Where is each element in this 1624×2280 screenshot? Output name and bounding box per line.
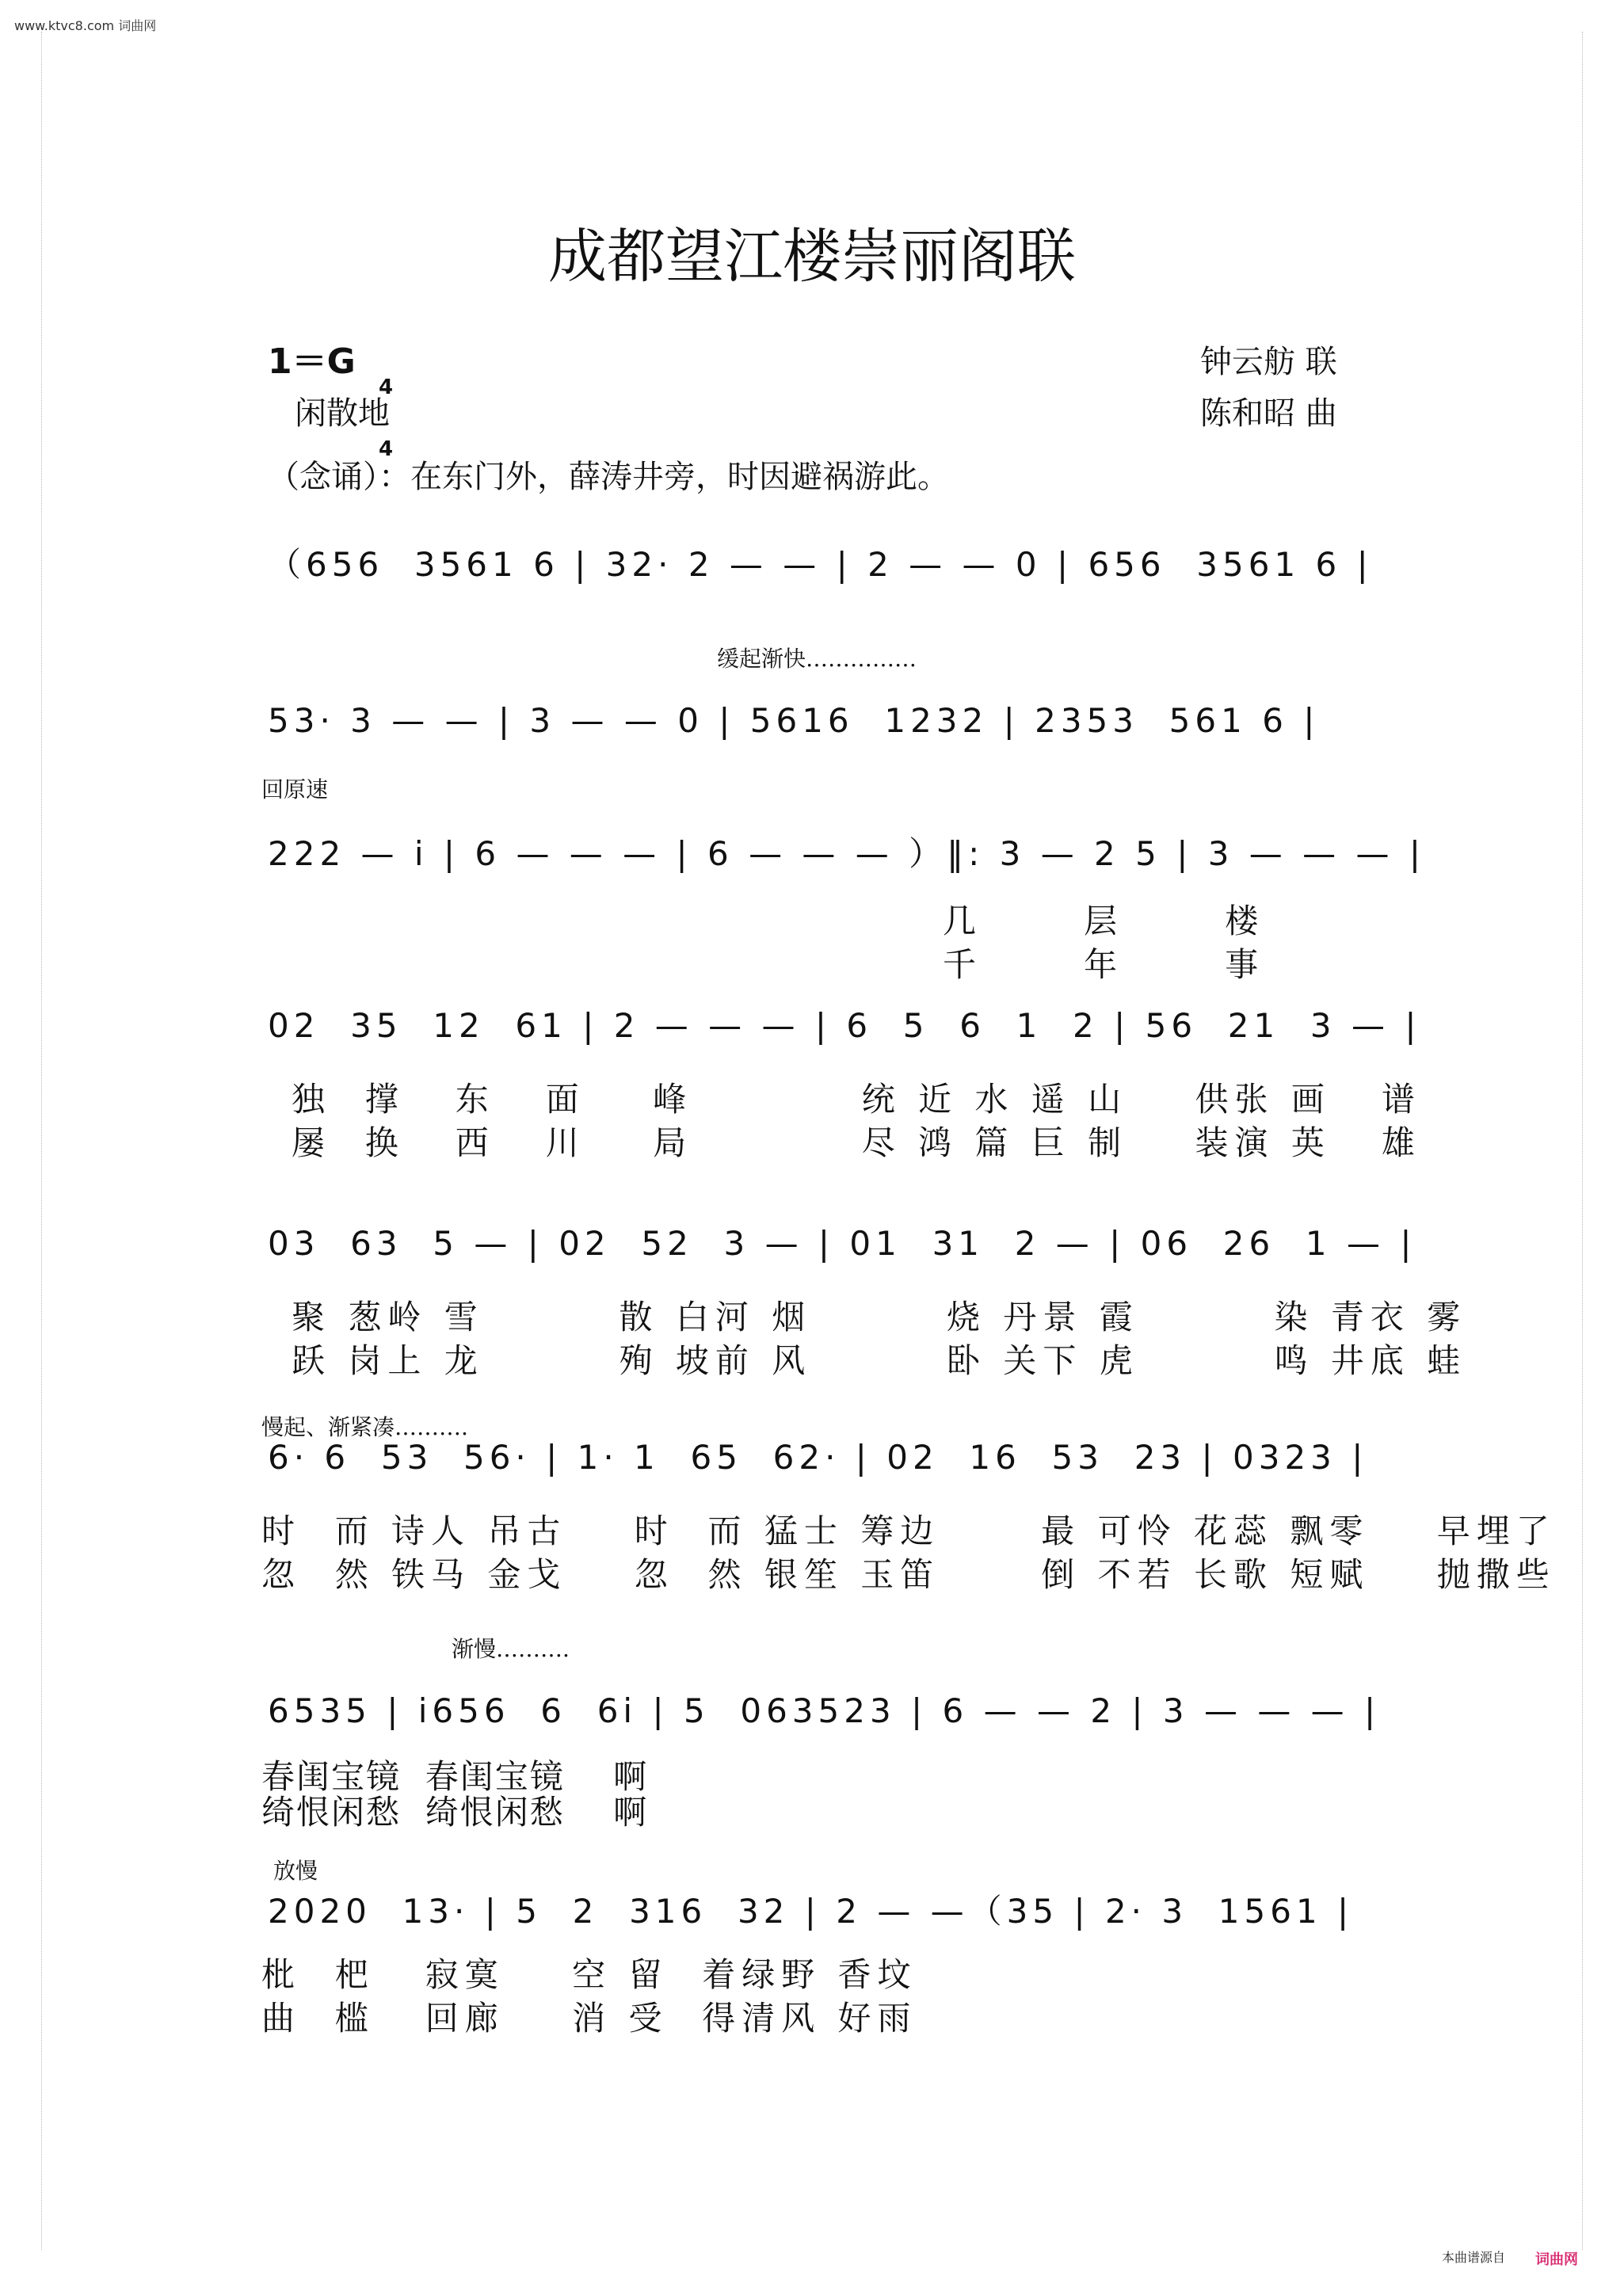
lyrics-row-4-verse-1: 独 撑 东 面 峰 统 近 水 遥 山 供张 画 谱	[292, 1080, 1421, 1119]
notation-row-1: （656 3561 6 | 32· 2 — — | 2 — — 0 | 656 3561 6 |	[268, 545, 1373, 584]
lyrics-row-8-verse-1: 枇 杷 寂寞 空 留 着绿野 香坟	[261, 1955, 917, 1994]
lyrics-row-7-verse-2: 绮恨闲愁 绮恨闲愁 啊	[261, 1793, 649, 1832]
lyrics-row-6-verse-2: 忽 然 铁马 金戈 忽 然 银笙 玉笛 倒 不若 长歌 短赋 抛撒些	[261, 1555, 1556, 1594]
lyrics-row-3-verse-1: 几 层 楼	[943, 902, 1265, 940]
notation-row-3: 222 — i | 6 — — — | 6 — — — ）‖: 3 — 2 5 | 3 — — — |	[268, 834, 1425, 873]
notation-row-6: 6· 6 53 56· | 1· 1 65 62· | 02 16 53 23 | 0323 |	[268, 1438, 1368, 1477]
recitation-text: （念诵）：在东门外，薛涛井旁，时因避祸游此。	[268, 459, 949, 495]
composer: 陈和昭 曲	[1200, 395, 1337, 432]
tempo-mark-a-tempo: 回原速	[261, 776, 329, 803]
lyrics-row-7-verse-1: 春闺宝镜 春闺宝镜 啊	[261, 1757, 649, 1796]
lyrics-row-4-verse-2: 屡 换 西 川 局 尽 鸿 篇 巨 制 装演 英 雄	[292, 1123, 1421, 1162]
right-watermark-strip	[1574, 32, 1583, 2250]
tempo-mark-tightening: 慢起、渐紧凑……….	[261, 1414, 468, 1440]
site-label: www.ktvc8.com 词曲网	[14, 18, 157, 33]
lyrics-row-3-verse-2: 千 年 事	[943, 945, 1265, 984]
tempo-mark-ritardando: 渐慢……….	[452, 1636, 570, 1662]
lyrics-row-5-verse-2: 跃 岗上 龙 殉 坡前 风 卧 关下 虎 鸣 井底 蛙	[292, 1341, 1467, 1380]
lyrics-row-6-verse-1: 时 而 诗人 吊古 时 而 猛士 筹边 最 可怜 花蕊 飘零 早埋了	[261, 1512, 1556, 1550]
notation-row-8: 2020 13· | 5 2 316 32 | 2 — —（35 | 2· 3 1561 |	[268, 1892, 1354, 1931]
key-signature: 1＝G	[268, 341, 356, 382]
notation-row-5: 03 63 5 — | 02 52 3 — | 01 31 2 — | 06 26 1 — |	[268, 1224, 1416, 1263]
lyricist: 钟云舫 联	[1200, 344, 1337, 380]
lyrics-row-8-verse-2: 曲 槛 回廊 消 受 得清风 好雨	[261, 1999, 917, 2038]
notation-row-2: 53· 3 — — | 3 — — 0 | 5616 1232 | 2353 561 6 |	[268, 701, 1320, 740]
tempo-marking: 闲散地	[295, 395, 390, 432]
meter-top: 4	[379, 376, 394, 399]
lyrics-row-5-verse-1: 聚 葱岭 雪 散 白河 烟 烧 丹景 霞 染 青衣 雾	[292, 1298, 1467, 1336]
notation-row-7: 6535 | i656 6 6i | 5 063523 | 6 — — 2 | 3 — — — |	[268, 1691, 1381, 1730]
footer-brand: 词曲网	[1535, 2251, 1578, 2268]
notation-row-4: 02 35 12 61 | 2 — — — | 6 5 6 1 2 | 56 21 3 — |	[268, 1006, 1421, 1045]
footer-source-note: 本曲谱源自	[1441, 2250, 1505, 2265]
left-watermark-strip	[41, 32, 50, 2250]
meter-bottom: 4	[379, 437, 394, 461]
tempo-mark-broaden: 放慢	[273, 1858, 318, 1884]
score-title: 成都望江楼崇丽阁联	[548, 223, 1076, 291]
tempo-mark-accelerando: 缓起渐快……………	[717, 646, 917, 672]
